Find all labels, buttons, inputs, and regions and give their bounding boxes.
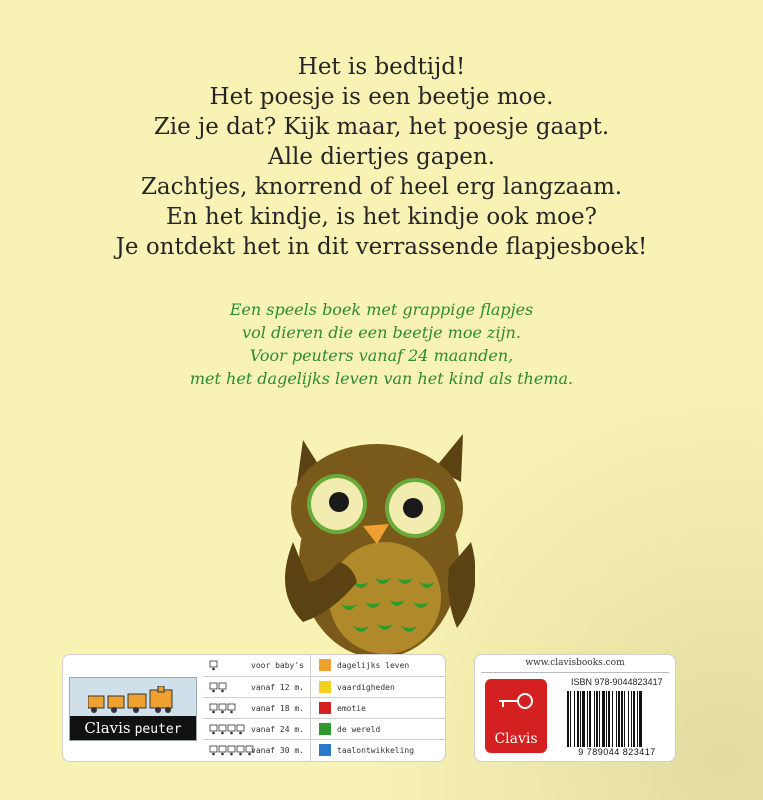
blurb-line: Je ontdekt het in dit verrassende flapjesboek! (115, 234, 648, 260)
train-icon (209, 723, 249, 735)
blurb-line: Alle diertjes gapen. (268, 144, 495, 170)
publisher-url: www.clavisbooks.com (525, 658, 625, 668)
barcode-digits: 9 789044 823417 (578, 747, 656, 757)
train-icon (88, 686, 188, 716)
series-table (203, 655, 445, 761)
tagline-line: Voor peuters vanaf 24 maanden, (249, 346, 514, 365)
logo-word: Clavis (494, 731, 538, 747)
logo-label (70, 716, 196, 740)
owl-illustration (275, 432, 475, 662)
logo-brand: Clavis (84, 719, 131, 737)
isbn-label: ISBN 978-9044823417 (571, 677, 663, 687)
key-icon (485, 679, 547, 729)
train-icon (209, 681, 231, 693)
theme-color-swatch (319, 659, 331, 671)
blurb-line: En het kindje, is het kindje ook moe? (166, 204, 597, 230)
theme-color-swatch (319, 702, 331, 714)
series-info-card (62, 654, 446, 762)
clavis-peuter-logo (69, 677, 197, 741)
blurb-line: Zachtjes, knorrend of heel erg langzaam. (140, 174, 623, 200)
blurb-text (0, 52, 763, 262)
series-row (203, 655, 445, 676)
divider (481, 672, 669, 673)
age-cell (203, 677, 311, 698)
series-row (203, 697, 445, 719)
series-row (203, 739, 445, 761)
theme-label: de wereld (337, 725, 381, 734)
tagline-line: vol dieren die een beetje moe zijn. (242, 323, 521, 342)
tagline-line: Een speels boek met grappige flapjes (229, 300, 534, 319)
age-label: vanaf 18 m. (251, 704, 304, 713)
age-cell (203, 740, 311, 761)
theme-color-swatch (319, 723, 331, 735)
age-cell (203, 719, 311, 740)
theme-label: vaardigheden (337, 683, 395, 692)
blurb-line: Het poesje is een beetje moe. (209, 84, 554, 110)
barcode (565, 691, 669, 747)
age-label: vanaf 30 m. (251, 746, 304, 755)
age-label: voor baby's (251, 661, 304, 670)
age-label: vanaf 24 m. (251, 725, 304, 734)
age-label: vanaf 12 m. (251, 683, 304, 692)
tagline-line: met het dagelijks leven van het kind als thema. (189, 369, 574, 388)
theme-label: taalontwikkeling (337, 746, 415, 755)
series-row (203, 676, 445, 698)
series-row (203, 718, 445, 740)
theme-label: dagelijks leven (337, 661, 410, 670)
blurb-line: Zie je dat? Kijk maar, het poesje gaapt. (153, 114, 610, 140)
age-cell (203, 698, 311, 719)
publisher-card (474, 654, 676, 762)
logo-sub: peuter (134, 722, 182, 737)
theme-color-swatch (319, 681, 331, 693)
train-icon (209, 744, 258, 756)
theme-color-swatch (319, 744, 331, 756)
theme-label: emotie (337, 704, 366, 713)
train-icon (209, 702, 240, 714)
clavis-logo (485, 679, 547, 753)
age-cell (203, 655, 311, 676)
blurb-line: Het is bedtijd! (297, 54, 466, 80)
train-icon (209, 659, 222, 671)
tagline-text (0, 298, 763, 390)
